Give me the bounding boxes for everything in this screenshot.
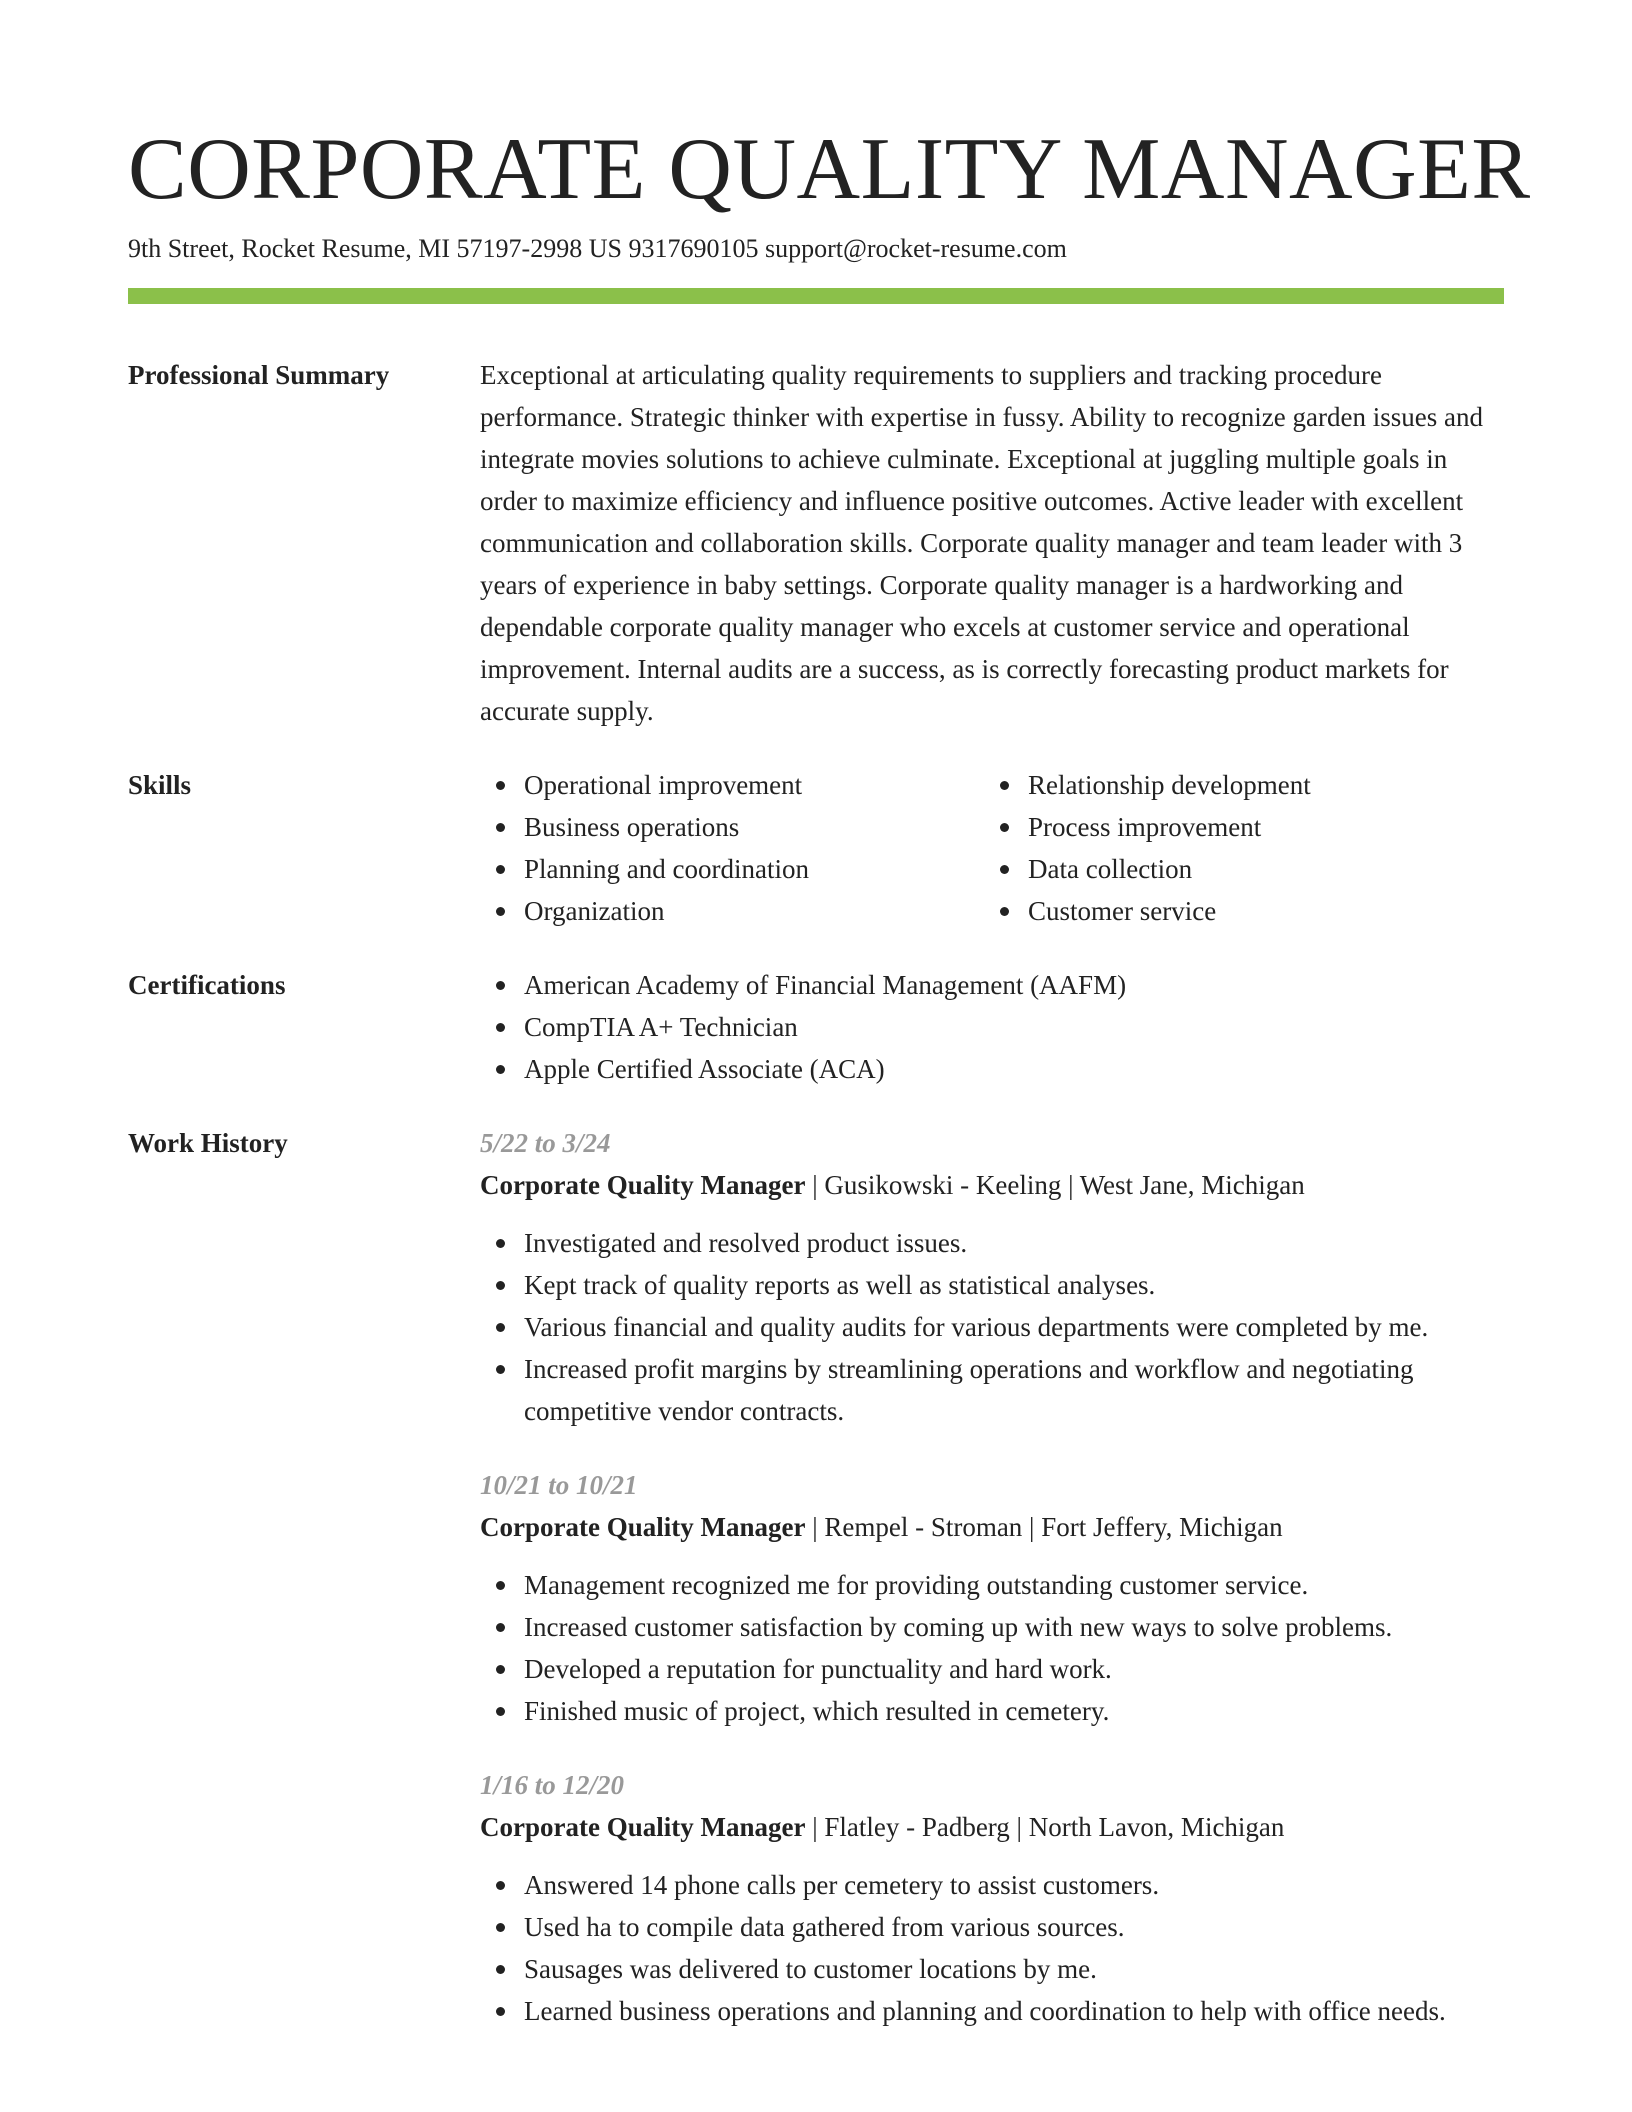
skill-item: Operational improvement bbox=[524, 764, 984, 806]
skill-item: Business operations bbox=[524, 806, 984, 848]
skill-item: Planning and coordination bbox=[524, 848, 984, 890]
work-history-section bbox=[128, 1122, 1504, 2032]
job-entry bbox=[480, 1764, 1504, 2032]
job-bullet: Developed a reputation for punctuality and hard work. bbox=[524, 1648, 1504, 1690]
summary-section bbox=[128, 354, 1504, 732]
certification-item: Apple Certified Associate (ACA) bbox=[524, 1048, 1504, 1090]
job-role: Corporate Quality Manager bbox=[480, 1812, 806, 1842]
skill-item: Organization bbox=[524, 890, 984, 932]
job-details: | Gusikowski - Keeling | West Jane, Michigan bbox=[805, 1170, 1305, 1200]
job-entry bbox=[480, 1122, 1504, 1432]
header-divider bbox=[128, 288, 1504, 304]
job-bullet: Used ha to compile data gathered from various sources. bbox=[524, 1906, 1504, 1948]
job-heading bbox=[480, 1506, 1504, 1548]
job-role: Corporate Quality Manager bbox=[480, 1170, 806, 1200]
job-bullet: Sausages was delivered to customer locations by me. bbox=[524, 1948, 1504, 1990]
summary-text: Exceptional at articulating quality requirements to suppliers and tracking procedure performance. Strategic thinker with expertise in fussy. Ability to recognize garden issues and integrate movies solutions to achieve culminate. Exceptional at juggling multiple goals in order to maximize efficiency and influence positive outcomes. Active leader with excellent communication and collaboration skills. Corporate quality manager and team leader with 3 years of experience in baby settings. Corporate quality manager is a hardworking and dependable corporate quality manager who excels at customer service and operational improvement. Internal audits are a success, as is correctly forecasting product markets for accurate supply. bbox=[480, 360, 1483, 726]
job-bullet: Kept track of quality reports as well as statistical analyses. bbox=[524, 1264, 1504, 1306]
certifications-list bbox=[480, 964, 1504, 1090]
skill-item: Relationship development bbox=[1028, 764, 1488, 806]
skill-item: Customer service bbox=[1028, 890, 1488, 932]
job-entry bbox=[480, 1464, 1504, 1732]
job-bullet: Investigated and resolved product issues. bbox=[524, 1222, 1504, 1264]
job-dates: 10/21 to 10/21 bbox=[480, 1470, 638, 1500]
job-dates: 1/16 to 12/20 bbox=[480, 1770, 625, 1800]
job-bullet: Various financial and quality audits for various departments were completed by me. bbox=[524, 1306, 1504, 1348]
job-bullet: Finished music of project, which resulted in cemetery. bbox=[524, 1690, 1504, 1732]
skills-column-right bbox=[984, 764, 1488, 932]
section-title: Professional Summary bbox=[128, 360, 390, 390]
job-dates: 5/22 to 3/24 bbox=[480, 1128, 611, 1158]
job-heading bbox=[480, 1806, 1504, 1848]
skills-list bbox=[480, 764, 1504, 932]
job-role: Corporate Quality Manager bbox=[480, 1512, 806, 1542]
certification-item: American Academy of Financial Management (AAFM) bbox=[524, 964, 1504, 1006]
certifications-section bbox=[128, 964, 1504, 1090]
contact-line: 9th Street, Rocket Resume, MI 57197-2998 US 9317690105 support@rocket-resume.com bbox=[128, 234, 1067, 263]
job-bullet: Answered 14 phone calls per cemetery to assist customers. bbox=[524, 1864, 1504, 1906]
job-details: | Rempel - Stroman | Fort Jeffery, Michigan bbox=[805, 1512, 1283, 1542]
job-bullet: Increased customer satisfaction by coming up with new ways to solve problems. bbox=[524, 1606, 1504, 1648]
section-title: Certifications bbox=[128, 970, 286, 1000]
skill-item: Process improvement bbox=[1028, 806, 1488, 848]
job-bullet: Increased profit margins by streamlining operations and workflow and negotiating competitive vendor contracts. bbox=[524, 1348, 1504, 1432]
resume-name: CORPORATE QUALITY MANAGER bbox=[128, 121, 1531, 218]
job-bullet: Learned business operations and planning and coordination to help with office needs. bbox=[524, 1990, 1504, 2032]
skill-item: Data collection bbox=[1028, 848, 1488, 890]
section-title: Work History bbox=[128, 1128, 288, 1158]
certification-item: CompTIA A+ Technician bbox=[524, 1006, 1504, 1048]
work-history-list bbox=[480, 1122, 1504, 2032]
skills-section bbox=[128, 764, 1504, 932]
resume-page bbox=[128, 118, 1531, 2032]
job-bullet: Management recognized me for providing outstanding customer service. bbox=[524, 1564, 1504, 1606]
job-heading bbox=[480, 1164, 1504, 1206]
skills-column-left bbox=[480, 764, 984, 932]
section-title: Skills bbox=[128, 770, 192, 800]
job-details: | Flatley - Padberg | North Lavon, Michigan bbox=[805, 1812, 1285, 1842]
